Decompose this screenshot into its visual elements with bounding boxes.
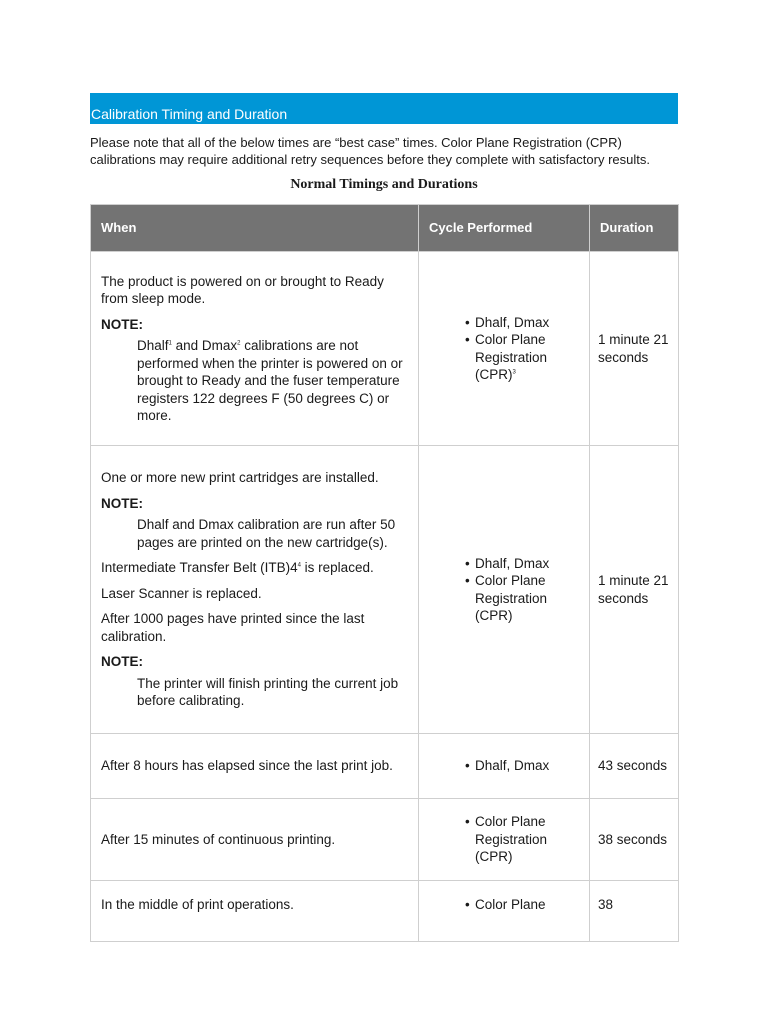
cycle-list	[465, 896, 581, 914]
duration-cell: 1 minute 21 seconds	[590, 446, 679, 734]
note-label: NOTE:	[101, 654, 143, 670]
bullet-icon: •	[465, 314, 470, 330]
duration-cell: 1 minute 21 seconds	[590, 252, 679, 446]
cycle-cell	[419, 446, 590, 734]
timings-table	[90, 204, 679, 942]
table-row	[91, 881, 679, 942]
cycle-cell	[419, 799, 590, 881]
when-cell: In the middle of print operations.	[91, 881, 419, 942]
note-label: NOTE:	[101, 495, 143, 511]
footnote-ref: 1	[168, 340, 172, 347]
bullet-icon: •	[465, 332, 470, 347]
note-label: NOTE:	[101, 316, 143, 332]
cycle-item: • Color Plane	[465, 897, 546, 912]
bullet-icon: •	[465, 758, 470, 774]
duration-cell: 38	[590, 881, 679, 942]
when-text: After 1000 pages have printed since the last calibration.	[101, 611, 365, 644]
cycle-cell	[419, 734, 590, 799]
header-cycle-performed: Cycle Performed	[419, 205, 590, 252]
cycle-item: • Color Plane Registration (CPR)	[465, 573, 548, 623]
cycle-item: • Color Plane Registration (CPR)$^3$	[465, 332, 548, 382]
table-header-row	[91, 205, 679, 252]
when-text: Intermediate Transfer Belt $(ITB)4^4$ is replaced.	[101, 560, 374, 576]
cycle-cell	[419, 252, 590, 446]
bullet-icon: •	[465, 897, 470, 912]
cycle-item: • Dhalf, Dmax	[465, 314, 550, 330]
table-caption: Normal Timings and Durations	[290, 177, 478, 192]
intro-paragraph: Please note that all of the below times are “best case” times. Color Plane Registration (CPR) calibrations may require additional retry sequences before they complete with satisfactory results.	[90, 135, 650, 167]
footnote-ref: 3	[512, 369, 516, 376]
when-text: The product is powered on or brought to Ready from sleep mode.	[101, 273, 384, 306]
note-text: Dhalf and Dmax calibration are run after 50 pages are printed on the new cartridge(s).	[137, 517, 396, 550]
bullet-icon: •	[465, 573, 470, 588]
when-text: Laser Scanner is replaced.	[101, 585, 262, 601]
section-header-bar	[90, 93, 678, 124]
header-when: When	[91, 205, 419, 252]
note-text: The printer will finish printing the current job before calibrating.	[137, 675, 399, 709]
cycle-item: • Color Plane Registration (CPR)	[465, 814, 548, 865]
cycle-list	[465, 813, 581, 866]
section-title: Calibration Timing and Duration	[91, 106, 288, 122]
bullet-icon: •	[465, 814, 470, 830]
cycle-list	[465, 314, 581, 384]
cycle-list	[465, 555, 581, 625]
table-row	[91, 734, 679, 799]
table-row	[91, 252, 679, 446]
cycle-list	[465, 757, 581, 775]
note-text: Dhalf$^1$ and Dmax$^2$ calibrations are not performed when the printer is powered on or brought to Ready and the fuser temperature registers 122 degrees F (50 degrees C) or more.	[137, 338, 403, 423]
header-duration: Duration	[590, 205, 679, 252]
duration-cell: 38 seconds	[590, 799, 679, 881]
cycle-item: • Dhalf, Dmax	[465, 758, 550, 774]
duration-cell: 43 seconds	[590, 734, 679, 799]
footnote-ref: 2	[237, 340, 241, 347]
when-text: One or more new print cartridges are installed.	[101, 470, 379, 486]
cycle-item: • Dhalf, Dmax	[465, 555, 550, 571]
bullet-icon: •	[465, 555, 470, 571]
cycle-cell	[419, 881, 590, 942]
table-row	[91, 799, 679, 881]
when-cell: After 15 minutes of continuous printing.	[91, 799, 419, 881]
when-cell	[91, 446, 419, 734]
table-row	[91, 446, 679, 734]
when-cell: After 8 hours has elapsed since the last print job.	[91, 734, 419, 799]
when-cell	[91, 252, 419, 446]
footnote-ref: 4	[297, 562, 301, 569]
